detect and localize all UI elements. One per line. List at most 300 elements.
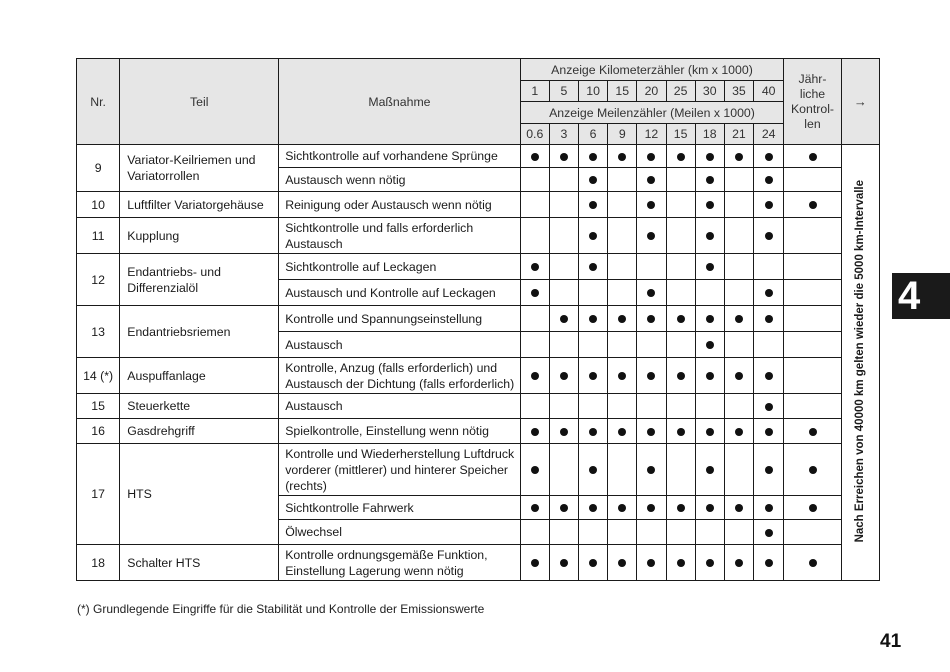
- interval-check-cell: [579, 280, 608, 306]
- check-dot-icon: [618, 153, 626, 161]
- check-dot-icon: [809, 504, 817, 512]
- interval-check-cell: [549, 192, 578, 218]
- check-dot-icon: [677, 559, 685, 567]
- check-dot-icon: [531, 289, 539, 297]
- interval-check-cell: [579, 496, 608, 520]
- mile-value-1: 3: [549, 124, 578, 145]
- table-row: [77, 192, 880, 218]
- check-dot-icon: [560, 504, 568, 512]
- interval-check-cell: [666, 358, 695, 394]
- interval-check-cell: [724, 254, 753, 280]
- interval-check-cell: [520, 444, 549, 496]
- yearly-check-cell: [784, 192, 841, 218]
- interval-check-cell: [754, 444, 784, 496]
- mile-value-0: 0.6: [520, 124, 549, 145]
- interval-check-cell: [549, 520, 578, 545]
- km-value-6: 30: [695, 81, 724, 102]
- interval-check-cell: [608, 280, 637, 306]
- measure-text: Austausch und Kontrolle auf Leckagen: [279, 280, 520, 306]
- interval-check-cell: [637, 545, 666, 581]
- interval-check-cell: [608, 218, 637, 254]
- interval-check-cell: [520, 545, 549, 581]
- interval-check-cell: [520, 496, 549, 520]
- header-yearly: [784, 59, 841, 145]
- interval-check-cell: [724, 358, 753, 394]
- footnote: (*) Grundlegende Eingriffe für die Stabilität und Kontrolle der Emissionswerte: [77, 602, 485, 616]
- interval-check-cell: [666, 394, 695, 419]
- part-name: Endantriebsriemen: [120, 306, 279, 358]
- yearly-check-cell: [784, 254, 841, 280]
- interval-check-cell: [637, 168, 666, 192]
- interval-check-cell: [520, 520, 549, 545]
- interval-check-cell: [637, 496, 666, 520]
- interval-check-cell: [549, 306, 578, 332]
- yearly-line-3: Kontrol-: [790, 101, 835, 116]
- measure-text: Sichtkontrolle und falls erforderlich Austausch: [279, 218, 520, 254]
- measure-text: Kontrolle und Wiederherstellung Luftdruck vorderer (mittlerer) und hinterer Speicher (rechts): [279, 444, 520, 496]
- check-dot-icon: [765, 403, 773, 411]
- interval-check-cell: [549, 145, 578, 168]
- check-dot-icon: [618, 504, 626, 512]
- interval-check-cell: [724, 192, 753, 218]
- yearly-check-cell: [784, 545, 841, 581]
- check-dot-icon: [765, 315, 773, 323]
- page-number: 41: [880, 631, 902, 652]
- mile-value-5: 15: [666, 124, 695, 145]
- check-dot-icon: [589, 428, 597, 436]
- interval-check-cell: [695, 358, 724, 394]
- interval-check-cell: [549, 394, 578, 419]
- interval-check-cell: [666, 145, 695, 168]
- interval-check-cell: [608, 145, 637, 168]
- interval-check-cell: [637, 254, 666, 280]
- table-header: [77, 59, 880, 145]
- check-dot-icon: [531, 372, 539, 380]
- interval-check-cell: [724, 218, 753, 254]
- interval-check-cell: [637, 444, 666, 496]
- check-dot-icon: [706, 176, 714, 184]
- check-dot-icon: [618, 559, 626, 567]
- header-km-label: Anzeige Kilometerzähler (km x 1000): [520, 59, 784, 81]
- check-dot-icon: [589, 263, 597, 271]
- check-dot-icon: [647, 466, 655, 474]
- check-dot-icon: [677, 372, 685, 380]
- measure-text: Kontrolle ordnungsgemäße Funktion, Einstellung Lagerung wenn nötig: [279, 545, 520, 581]
- table-row: [77, 145, 880, 168]
- check-dot-icon: [647, 232, 655, 240]
- interval-check-cell: [608, 394, 637, 419]
- table-row: [77, 545, 880, 581]
- interval-check-cell: [754, 419, 784, 444]
- check-dot-icon: [647, 289, 655, 297]
- check-dot-icon: [706, 201, 714, 209]
- mile-value-4: 12: [637, 124, 666, 145]
- yearly-check-cell: [784, 520, 841, 545]
- part-name: Steuerkette: [120, 394, 279, 419]
- interval-check-cell: [608, 332, 637, 358]
- yearly-check-cell: [784, 280, 841, 306]
- interval-check-cell: [754, 520, 784, 545]
- check-dot-icon: [560, 372, 568, 380]
- side-note-cell: [841, 145, 879, 581]
- interval-check-cell: [666, 218, 695, 254]
- measure-text: Kontrolle, Anzug (falls erforderlich) und Austausch der Dichtung (falls erforderlich): [279, 358, 520, 394]
- interval-check-cell: [666, 545, 695, 581]
- check-dot-icon: [809, 466, 817, 474]
- check-dot-icon: [765, 232, 773, 240]
- interval-check-cell: [724, 419, 753, 444]
- header-massnahme: Maßnahme: [279, 59, 520, 145]
- interval-check-cell: [579, 168, 608, 192]
- interval-check-cell: [549, 444, 578, 496]
- row-number: 17: [77, 444, 120, 545]
- check-dot-icon: [706, 315, 714, 323]
- check-dot-icon: [765, 428, 773, 436]
- row-number: 14 (*): [77, 358, 120, 394]
- part-name: Variator-Keilriemen und Variatorrollen: [120, 145, 279, 192]
- interval-check-cell: [754, 254, 784, 280]
- part-name: Auspuffanlage: [120, 358, 279, 394]
- row-number: 11: [77, 218, 120, 254]
- yearly-line-1: Jähr-: [798, 71, 827, 86]
- mile-value-2: 6: [579, 124, 608, 145]
- interval-check-cell: [579, 254, 608, 280]
- side-note-text: Nach Erreichen von 40000 km gelten wieder die 5000 km-Intervalle: [854, 179, 867, 543]
- check-dot-icon: [765, 504, 773, 512]
- chapter-tab: 4: [892, 273, 950, 319]
- yearly-check-cell: [784, 306, 841, 332]
- check-dot-icon: [706, 341, 714, 349]
- table-row: [77, 254, 880, 280]
- check-dot-icon: [735, 315, 743, 323]
- measure-text: Spielkontrolle, Einstellung wenn nötig: [279, 419, 520, 444]
- interval-check-cell: [754, 192, 784, 218]
- yearly-check-cell: [784, 394, 841, 419]
- km-value-4: 20: [637, 81, 666, 102]
- check-dot-icon: [677, 504, 685, 512]
- interval-check-cell: [695, 280, 724, 306]
- interval-check-cell: [549, 168, 578, 192]
- interval-check-cell: [666, 254, 695, 280]
- check-dot-icon: [765, 529, 773, 537]
- interval-check-cell: [637, 332, 666, 358]
- yearly-line-2: liche: [799, 86, 826, 101]
- interval-check-cell: [666, 332, 695, 358]
- check-dot-icon: [765, 153, 773, 161]
- check-dot-icon: [706, 232, 714, 240]
- check-dot-icon: [735, 372, 743, 380]
- check-dot-icon: [706, 372, 714, 380]
- table-row: [77, 218, 880, 254]
- interval-check-cell: [754, 332, 784, 358]
- check-dot-icon: [560, 428, 568, 436]
- mile-value-8: 24: [754, 124, 784, 145]
- interval-check-cell: [579, 444, 608, 496]
- row-number: 10: [77, 192, 120, 218]
- interval-check-cell: [695, 520, 724, 545]
- interval-check-cell: [637, 218, 666, 254]
- interval-check-cell: [549, 358, 578, 394]
- row-number: 15: [77, 394, 120, 419]
- interval-check-cell: [637, 358, 666, 394]
- part-name: Luftfilter Variatorgehäuse: [120, 192, 279, 218]
- interval-check-cell: [695, 394, 724, 419]
- yearly-check-cell: [784, 168, 841, 192]
- interval-check-cell: [637, 306, 666, 332]
- interval-check-cell: [666, 168, 695, 192]
- header-teil: Teil: [120, 59, 279, 145]
- interval-check-cell: [637, 280, 666, 306]
- check-dot-icon: [735, 428, 743, 436]
- interval-check-cell: [666, 280, 695, 306]
- maintenance-schedule-table: [76, 58, 880, 581]
- check-dot-icon: [531, 504, 539, 512]
- interval-check-cell: [608, 254, 637, 280]
- check-dot-icon: [560, 153, 568, 161]
- check-dot-icon: [706, 428, 714, 436]
- check-dot-icon: [647, 201, 655, 209]
- mile-value-3: 9: [608, 124, 637, 145]
- interval-check-cell: [579, 306, 608, 332]
- check-dot-icon: [531, 263, 539, 271]
- measure-text: Ölwechsel: [279, 520, 520, 545]
- interval-check-cell: [695, 192, 724, 218]
- interval-check-cell: [579, 545, 608, 581]
- interval-check-cell: [724, 496, 753, 520]
- km-value-3: 15: [608, 81, 637, 102]
- yearly-check-cell: [784, 332, 841, 358]
- check-dot-icon: [618, 372, 626, 380]
- check-dot-icon: [706, 504, 714, 512]
- interval-check-cell: [754, 145, 784, 168]
- header-miles-label: Anzeige Meilenzähler (Meilen x 1000): [520, 102, 784, 124]
- interval-check-cell: [520, 168, 549, 192]
- interval-check-cell: [520, 419, 549, 444]
- interval-check-cell: [579, 145, 608, 168]
- part-name: Schalter HTS: [120, 545, 279, 581]
- yearly-check-cell: [784, 145, 841, 168]
- table-row: [77, 419, 880, 444]
- interval-check-cell: [549, 332, 578, 358]
- interval-check-cell: [579, 332, 608, 358]
- yearly-check-cell: [784, 358, 841, 394]
- check-dot-icon: [809, 559, 817, 567]
- interval-check-cell: [608, 168, 637, 192]
- check-dot-icon: [618, 315, 626, 323]
- measure-text: Kontrolle und Spannungseinstellung: [279, 306, 520, 332]
- check-dot-icon: [706, 263, 714, 271]
- measure-text: Sichtkontrolle Fahrwerk: [279, 496, 520, 520]
- interval-check-cell: [724, 306, 753, 332]
- check-dot-icon: [647, 315, 655, 323]
- yearly-check-cell: [784, 444, 841, 496]
- interval-check-cell: [520, 192, 549, 218]
- check-dot-icon: [618, 428, 626, 436]
- check-dot-icon: [765, 201, 773, 209]
- check-dot-icon: [677, 153, 685, 161]
- interval-check-cell: [520, 306, 549, 332]
- interval-check-cell: [666, 419, 695, 444]
- row-number: 16: [77, 419, 120, 444]
- interval-check-cell: [695, 545, 724, 581]
- interval-check-cell: [608, 306, 637, 332]
- interval-check-cell: [579, 520, 608, 545]
- measure-text: Austausch wenn nötig: [279, 168, 520, 192]
- row-number: 12: [77, 254, 120, 306]
- check-dot-icon: [589, 372, 597, 380]
- interval-check-cell: [666, 496, 695, 520]
- arrow-icon: →: [841, 59, 879, 145]
- measure-text: Reinigung oder Austausch wenn nötig: [279, 192, 520, 218]
- interval-check-cell: [520, 218, 549, 254]
- yearly-check-cell: [784, 496, 841, 520]
- check-dot-icon: [589, 153, 597, 161]
- check-dot-icon: [809, 428, 817, 436]
- part-name: Gasdrehgriff: [120, 419, 279, 444]
- interval-check-cell: [724, 394, 753, 419]
- mile-value-7: 21: [724, 124, 753, 145]
- check-dot-icon: [647, 176, 655, 184]
- check-dot-icon: [765, 559, 773, 567]
- check-dot-icon: [765, 289, 773, 297]
- interval-check-cell: [549, 545, 578, 581]
- km-value-8: 40: [754, 81, 784, 102]
- check-dot-icon: [531, 428, 539, 436]
- check-dot-icon: [589, 176, 597, 184]
- check-dot-icon: [809, 153, 817, 161]
- check-dot-icon: [735, 504, 743, 512]
- interval-check-cell: [549, 280, 578, 306]
- interval-check-cell: [695, 218, 724, 254]
- km-value-7: 35: [724, 81, 753, 102]
- interval-check-cell: [608, 520, 637, 545]
- measure-text: Austausch: [279, 394, 520, 419]
- check-dot-icon: [647, 504, 655, 512]
- interval-check-cell: [754, 358, 784, 394]
- interval-check-cell: [754, 496, 784, 520]
- interval-check-cell: [666, 444, 695, 496]
- check-dot-icon: [589, 466, 597, 474]
- check-dot-icon: [531, 559, 539, 567]
- interval-check-cell: [608, 496, 637, 520]
- row-number: 18: [77, 545, 120, 581]
- check-dot-icon: [735, 559, 743, 567]
- interval-check-cell: [754, 218, 784, 254]
- km-value-5: 25: [666, 81, 695, 102]
- check-dot-icon: [647, 428, 655, 436]
- interval-check-cell: [666, 520, 695, 545]
- interval-check-cell: [608, 358, 637, 394]
- part-name: Kupplung: [120, 218, 279, 254]
- yearly-check-cell: [784, 218, 841, 254]
- row-number: 13: [77, 306, 120, 358]
- interval-check-cell: [724, 545, 753, 581]
- interval-check-cell: [549, 218, 578, 254]
- interval-check-cell: [608, 545, 637, 581]
- table-row: [77, 358, 880, 394]
- check-dot-icon: [706, 559, 714, 567]
- check-dot-icon: [647, 372, 655, 380]
- yearly-check-cell: [784, 419, 841, 444]
- interval-check-cell: [724, 520, 753, 545]
- interval-check-cell: [637, 520, 666, 545]
- part-name: HTS: [120, 444, 279, 545]
- measure-text: Sichtkontrolle auf Leckagen: [279, 254, 520, 280]
- interval-check-cell: [754, 394, 784, 419]
- interval-check-cell: [579, 394, 608, 419]
- interval-check-cell: [754, 168, 784, 192]
- interval-check-cell: [754, 306, 784, 332]
- check-dot-icon: [765, 466, 773, 474]
- check-dot-icon: [809, 201, 817, 209]
- interval-check-cell: [724, 444, 753, 496]
- check-dot-icon: [735, 153, 743, 161]
- interval-check-cell: [695, 419, 724, 444]
- interval-check-cell: [724, 280, 753, 306]
- check-dot-icon: [531, 153, 539, 161]
- interval-check-cell: [724, 332, 753, 358]
- row-number: 9: [77, 145, 120, 192]
- interval-check-cell: [579, 218, 608, 254]
- km-value-1: 5: [549, 81, 578, 102]
- interval-check-cell: [695, 145, 724, 168]
- interval-check-cell: [608, 419, 637, 444]
- interval-check-cell: [520, 280, 549, 306]
- table-row: [77, 394, 880, 419]
- interval-check-cell: [520, 332, 549, 358]
- table-row: [77, 306, 880, 332]
- check-dot-icon: [765, 176, 773, 184]
- part-name: Endantriebs- und Differenzialöl: [120, 254, 279, 306]
- interval-check-cell: [608, 192, 637, 218]
- interval-check-cell: [666, 192, 695, 218]
- check-dot-icon: [647, 559, 655, 567]
- mile-value-6: 18: [695, 124, 724, 145]
- check-dot-icon: [589, 201, 597, 209]
- check-dot-icon: [589, 504, 597, 512]
- check-dot-icon: [677, 428, 685, 436]
- km-value-0: 1: [520, 81, 549, 102]
- interval-check-cell: [724, 145, 753, 168]
- interval-check-cell: [520, 254, 549, 280]
- interval-check-cell: [695, 254, 724, 280]
- header-nr: Nr.: [77, 59, 120, 145]
- interval-check-cell: [637, 192, 666, 218]
- table-body: [77, 145, 880, 581]
- interval-check-cell: [520, 358, 549, 394]
- interval-check-cell: [666, 306, 695, 332]
- check-dot-icon: [589, 232, 597, 240]
- interval-check-cell: [608, 444, 637, 496]
- check-dot-icon: [765, 372, 773, 380]
- check-dot-icon: [706, 466, 714, 474]
- interval-check-cell: [695, 306, 724, 332]
- interval-check-cell: [520, 394, 549, 419]
- interval-check-cell: [637, 419, 666, 444]
- check-dot-icon: [560, 559, 568, 567]
- interval-check-cell: [549, 254, 578, 280]
- check-dot-icon: [706, 153, 714, 161]
- interval-check-cell: [579, 419, 608, 444]
- measure-text: Sichtkontrolle auf vorhandene Sprünge: [279, 145, 520, 168]
- interval-check-cell: [520, 145, 549, 168]
- interval-check-cell: [724, 168, 753, 192]
- interval-check-cell: [754, 280, 784, 306]
- interval-check-cell: [695, 168, 724, 192]
- interval-check-cell: [549, 496, 578, 520]
- interval-check-cell: [695, 496, 724, 520]
- interval-check-cell: [549, 419, 578, 444]
